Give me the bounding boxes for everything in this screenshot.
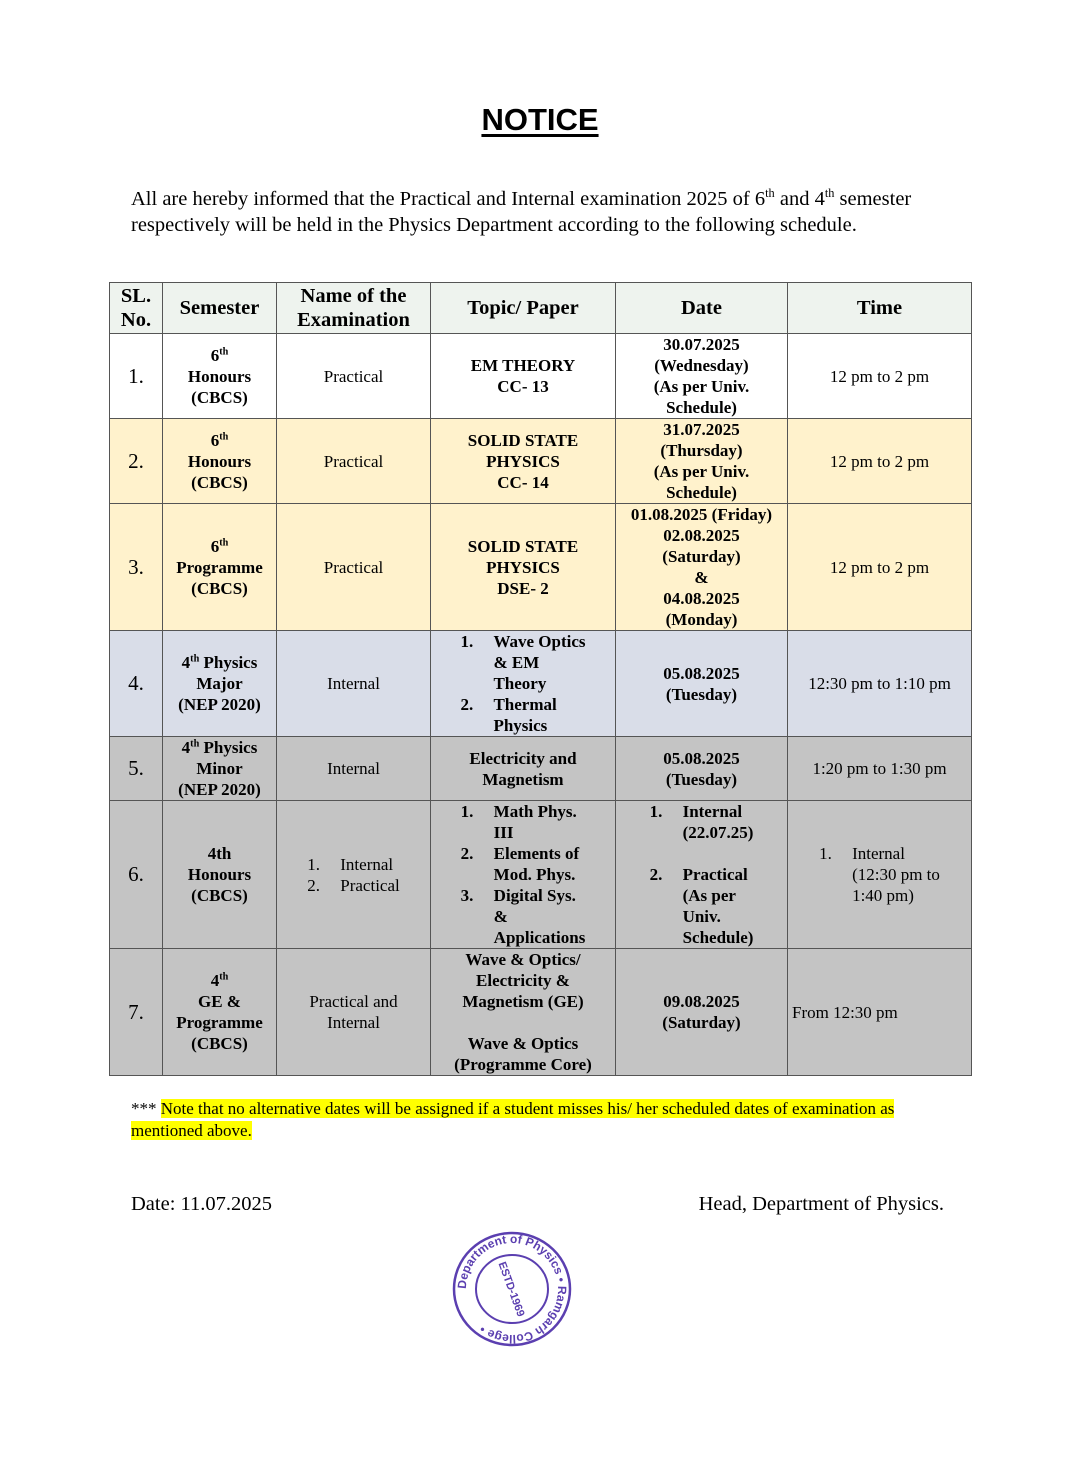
date-line: (Saturday)	[662, 1013, 741, 1032]
time-line: From 12:30 pm	[792, 1002, 898, 1022]
time-line: 12 pm to 2 pm	[829, 366, 930, 386]
topic-list-line: Applications	[493, 928, 586, 947]
date-list-line	[683, 843, 754, 864]
topic-list-number: 1.	[460, 632, 474, 651]
exam-line: Practical	[323, 557, 384, 577]
date-list-number: 1.	[649, 802, 663, 821]
cell-exam-name	[277, 737, 431, 801]
time-line: 1:20 pm to 1:30 pm	[812, 759, 947, 778]
header-row	[110, 283, 972, 334]
semester-number: 6th	[210, 430, 229, 450]
date-list-line: Internal	[682, 802, 743, 821]
date-line: (Monday)	[665, 610, 738, 629]
cell-topic	[431, 419, 616, 504]
cell-sl-no: 3.	[110, 504, 163, 631]
time-list-line: 1:40 pm)	[852, 886, 914, 905]
note	[131, 1098, 951, 1142]
cell-sl-no: 5.	[110, 737, 163, 801]
cell-date	[616, 949, 788, 1076]
topic-list-line: Theory	[493, 674, 547, 693]
semester-number: 6th	[210, 345, 229, 365]
topic-line: Electricity and	[469, 748, 577, 768]
topic-line: DSE- 2	[497, 578, 549, 598]
semester-line: GE &	[198, 992, 241, 1011]
cell-exam-name	[277, 949, 431, 1076]
date-line: 09.08.2025	[663, 992, 740, 1011]
exam-line: Internal	[327, 1013, 380, 1032]
topic-line: SOLID STATE	[467, 536, 579, 556]
date-line: 30.07.2025	[663, 335, 740, 354]
table-row	[110, 801, 972, 949]
topic-line: Magnetism	[482, 769, 564, 789]
intro-sup-1: th	[765, 186, 775, 201]
cell-time	[788, 737, 972, 801]
semester-line: (CBCS)	[191, 886, 248, 905]
semester-number: 4th	[210, 971, 229, 990]
notice-date: Date: 11.07.2025	[131, 1193, 273, 1215]
semester-sup: th	[219, 536, 229, 548]
table-row	[110, 504, 972, 631]
col-header-date: Date	[616, 283, 788, 334]
semester-line: (NEP 2020)	[178, 780, 261, 799]
topic-list-text	[494, 801, 577, 843]
cell-topic	[431, 737, 616, 801]
time-list-line: Internal	[852, 844, 905, 863]
cell-semester	[163, 949, 277, 1076]
date-line: 01.08.2025 (Friday)	[630, 505, 773, 524]
date-line: (Tuesday)	[665, 769, 738, 789]
cell-topic	[431, 504, 616, 631]
time-list	[819, 843, 940, 906]
date-line: &	[694, 568, 709, 587]
topic-list-line: Physics	[493, 716, 548, 735]
time-list-line: (12:30 pm to	[852, 865, 940, 884]
cell-date	[616, 334, 788, 419]
topic-list-item	[461, 801, 586, 843]
cell-exam-name	[277, 801, 431, 949]
date-line: (Tuesday)	[665, 684, 738, 704]
topic-line: CC- 13	[497, 377, 549, 396]
cell-time	[788, 631, 972, 737]
cell-topic	[431, 334, 616, 419]
topic-line: (Programme Core)	[454, 1055, 592, 1074]
date-list-line: Schedule)	[682, 928, 754, 947]
note-text: Note that no alternative dates will be assigned if a student misses his/ her scheduled dates of examination as mentioned above.	[131, 1099, 895, 1140]
topic-line: Magnetism (GE)	[462, 992, 584, 1011]
exam-line: Practical and	[309, 992, 398, 1011]
table-row	[110, 631, 972, 737]
topic-line: EM THEORY	[470, 356, 576, 375]
date-line: (As per Univ.	[653, 462, 750, 481]
cell-exam-name	[277, 504, 431, 631]
date-list-item	[650, 801, 754, 864]
topic-list-line: Digital Sys.	[493, 886, 576, 905]
time-line: 12:30 pm to 1:10 pm	[808, 674, 951, 693]
cell-sl-no: 2.	[110, 419, 163, 504]
cell-topic	[431, 801, 616, 949]
date-list	[650, 801, 754, 948]
cell-semester	[163, 737, 277, 801]
seal-outer-textpath: Department of Physics • Ramgarh College •	[454, 1231, 570, 1347]
exam-list-text	[340, 875, 399, 896]
topic-list-text	[494, 885, 586, 948]
topic-list-number: 2.	[460, 695, 474, 714]
topic-list-number: 3.	[460, 886, 474, 905]
col-header-sl: SL. No.	[110, 283, 163, 334]
semester-line: Honours	[187, 366, 252, 386]
topic-list	[461, 801, 586, 948]
date-list-line: (As per	[682, 886, 736, 905]
topic-line: CC- 14	[497, 472, 549, 492]
date-list-text	[683, 801, 754, 864]
semester-number: 4th Physics	[181, 738, 258, 757]
exam-list-line: Internal	[340, 854, 394, 874]
table-row	[110, 949, 972, 1076]
cell-semester	[163, 801, 277, 949]
col-header-topic: Topic/ Paper	[431, 283, 616, 334]
semester-sup: th	[190, 738, 200, 750]
semester-line: (CBCS)	[191, 472, 248, 492]
schedule-body	[110, 334, 972, 1076]
semester-line: Major	[196, 674, 243, 693]
cell-date	[616, 737, 788, 801]
semester-line: (CBCS)	[191, 1034, 248, 1053]
intro-paragraph	[131, 186, 931, 238]
date-line: Schedule)	[666, 398, 737, 417]
topic-line: Wave & Optics/	[465, 950, 581, 969]
topic-line	[435, 1012, 611, 1033]
date-line: (Saturday)	[662, 547, 741, 566]
exam-list-number: 1.	[307, 854, 321, 874]
date-line: 05.08.2025	[663, 748, 740, 768]
cell-time	[788, 419, 972, 504]
exam-line: Internal	[327, 674, 380, 693]
col-header-time: Time	[788, 283, 972, 334]
semester-sup: th	[190, 653, 200, 665]
exam-line: Practical	[323, 451, 384, 471]
cell-date	[616, 419, 788, 504]
semester-line: Honours	[187, 865, 252, 884]
time-list-number: 1.	[819, 844, 832, 863]
date-line: 05.08.2025	[663, 663, 740, 683]
intro-sup-2: th	[824, 186, 835, 201]
cell-time	[788, 801, 972, 949]
topic-list-line: Elements of	[493, 844, 580, 863]
col-header-semester: Semester	[163, 283, 277, 334]
topic-list-line: Mod. Phys.	[493, 865, 576, 884]
seal-inner-text: ESTD-1969	[495, 1260, 527, 1319]
topic-list-text	[493, 631, 585, 694]
topic-list-line: III	[493, 823, 514, 842]
semester-line: Programme	[176, 557, 263, 577]
intro-part-1: All are hereby informed that the Practical and Internal examination 2025 of 6	[131, 188, 766, 210]
semester-sup: th	[219, 345, 229, 357]
cell-date	[616, 801, 788, 949]
cell-exam-name	[277, 334, 431, 419]
topic-list-line: & EM	[493, 653, 540, 672]
semester-sup: th	[219, 430, 229, 442]
cell-semester	[163, 504, 277, 631]
exam-list-item	[307, 875, 399, 896]
time-line: 12 pm to 2 pm	[829, 557, 930, 577]
cell-time	[788, 949, 972, 1076]
schedule-table	[109, 282, 972, 1076]
table-row	[110, 737, 972, 801]
cell-semester	[163, 334, 277, 419]
exam-list-item	[307, 854, 399, 875]
date-list-line: Practical	[682, 865, 748, 884]
date-line: (Thursday)	[660, 441, 743, 460]
page-title: NOTICE	[481, 102, 599, 137]
topic-list-item	[461, 843, 586, 885]
cell-topic	[431, 631, 616, 737]
topic-line: Electricity &	[476, 971, 570, 990]
topic-list-line: Wave Optics	[493, 632, 586, 651]
exam-line: Internal	[327, 759, 380, 778]
date-line: 31.07.2025	[663, 420, 740, 439]
topic-list-number: 2.	[460, 844, 474, 863]
cell-sl-no: 7.	[110, 949, 163, 1076]
date-list-line: (22.07.25)	[682, 823, 754, 842]
topic-list-number: 1.	[460, 802, 474, 821]
date-line: Schedule)	[666, 483, 737, 502]
cell-time	[788, 334, 972, 419]
cell-sl-no: 1.	[110, 334, 163, 419]
exam-list	[307, 854, 399, 896]
topic-list	[460, 631, 585, 736]
semester-line: (NEP 2020)	[178, 695, 261, 714]
semester-line: Honours	[187, 451, 252, 471]
semester-line: Minor	[196, 759, 243, 778]
exam-list-line: Practical	[340, 875, 400, 895]
cell-exam-name	[277, 631, 431, 737]
intro-part-3: semester respectively will be held in the Physics Department according to the following schedule.	[131, 188, 912, 236]
cell-date	[616, 504, 788, 631]
time-line: 12 pm to 2 pm	[829, 451, 930, 471]
topic-list-text	[494, 843, 579, 885]
time-list-text	[852, 843, 940, 906]
semester-number: 4th	[207, 844, 232, 863]
exam-line: Practical	[323, 366, 384, 386]
topic-line: SOLID STATE	[467, 430, 579, 450]
topic-list-item	[460, 694, 585, 736]
topic-list-item	[460, 631, 585, 694]
note-stars: ***	[131, 1099, 157, 1118]
table-row	[110, 334, 972, 419]
cell-semester	[163, 631, 277, 737]
cell-exam-name	[277, 419, 431, 504]
intro-part-2: and 4	[774, 188, 825, 210]
cell-semester	[163, 419, 277, 504]
date-line: 04.08.2025	[663, 589, 740, 608]
signature: Head, Department of Physics.	[698, 1193, 944, 1215]
semester-number: 6th	[210, 536, 229, 556]
cell-sl-no: 4.	[110, 631, 163, 737]
department-seal-stamp	[451, 1228, 573, 1350]
topic-list-item	[461, 885, 586, 948]
time-list-item	[819, 843, 940, 906]
date-list-text	[683, 864, 754, 948]
date-list-line: Univ.	[682, 907, 721, 926]
cell-sl-no: 6.	[110, 801, 163, 949]
cell-time	[788, 504, 972, 631]
semester-line: (CBCS)	[191, 578, 248, 598]
semester-line: Programme	[176, 1013, 263, 1032]
exam-list-number: 2.	[307, 875, 321, 895]
cell-date	[616, 631, 788, 737]
date-list-number: 2.	[649, 865, 663, 884]
date-list-item	[650, 864, 754, 948]
semester-sup: th	[219, 971, 229, 983]
col-header-exam: Name of the Examination	[277, 283, 431, 334]
topic-line: PHYSICS	[486, 451, 560, 471]
exam-list-text	[340, 854, 393, 875]
topic-list-text	[493, 694, 556, 736]
table-row	[110, 419, 972, 504]
date-line: (As per Univ.	[653, 377, 750, 396]
topic-list-line: Thermal	[493, 695, 557, 714]
date-line: (Wednesday)	[654, 356, 749, 375]
date-line: 02.08.2025	[663, 526, 740, 545]
topic-line: Wave & Optics	[467, 1034, 579, 1053]
semester-number: 4th Physics	[181, 653, 258, 672]
topic-list-line: &	[493, 907, 508, 926]
topic-list-line: Math Phys.	[493, 802, 577, 821]
topic-line: PHYSICS	[486, 557, 560, 577]
semester-line: (CBCS)	[191, 387, 248, 407]
cell-topic	[431, 949, 616, 1076]
